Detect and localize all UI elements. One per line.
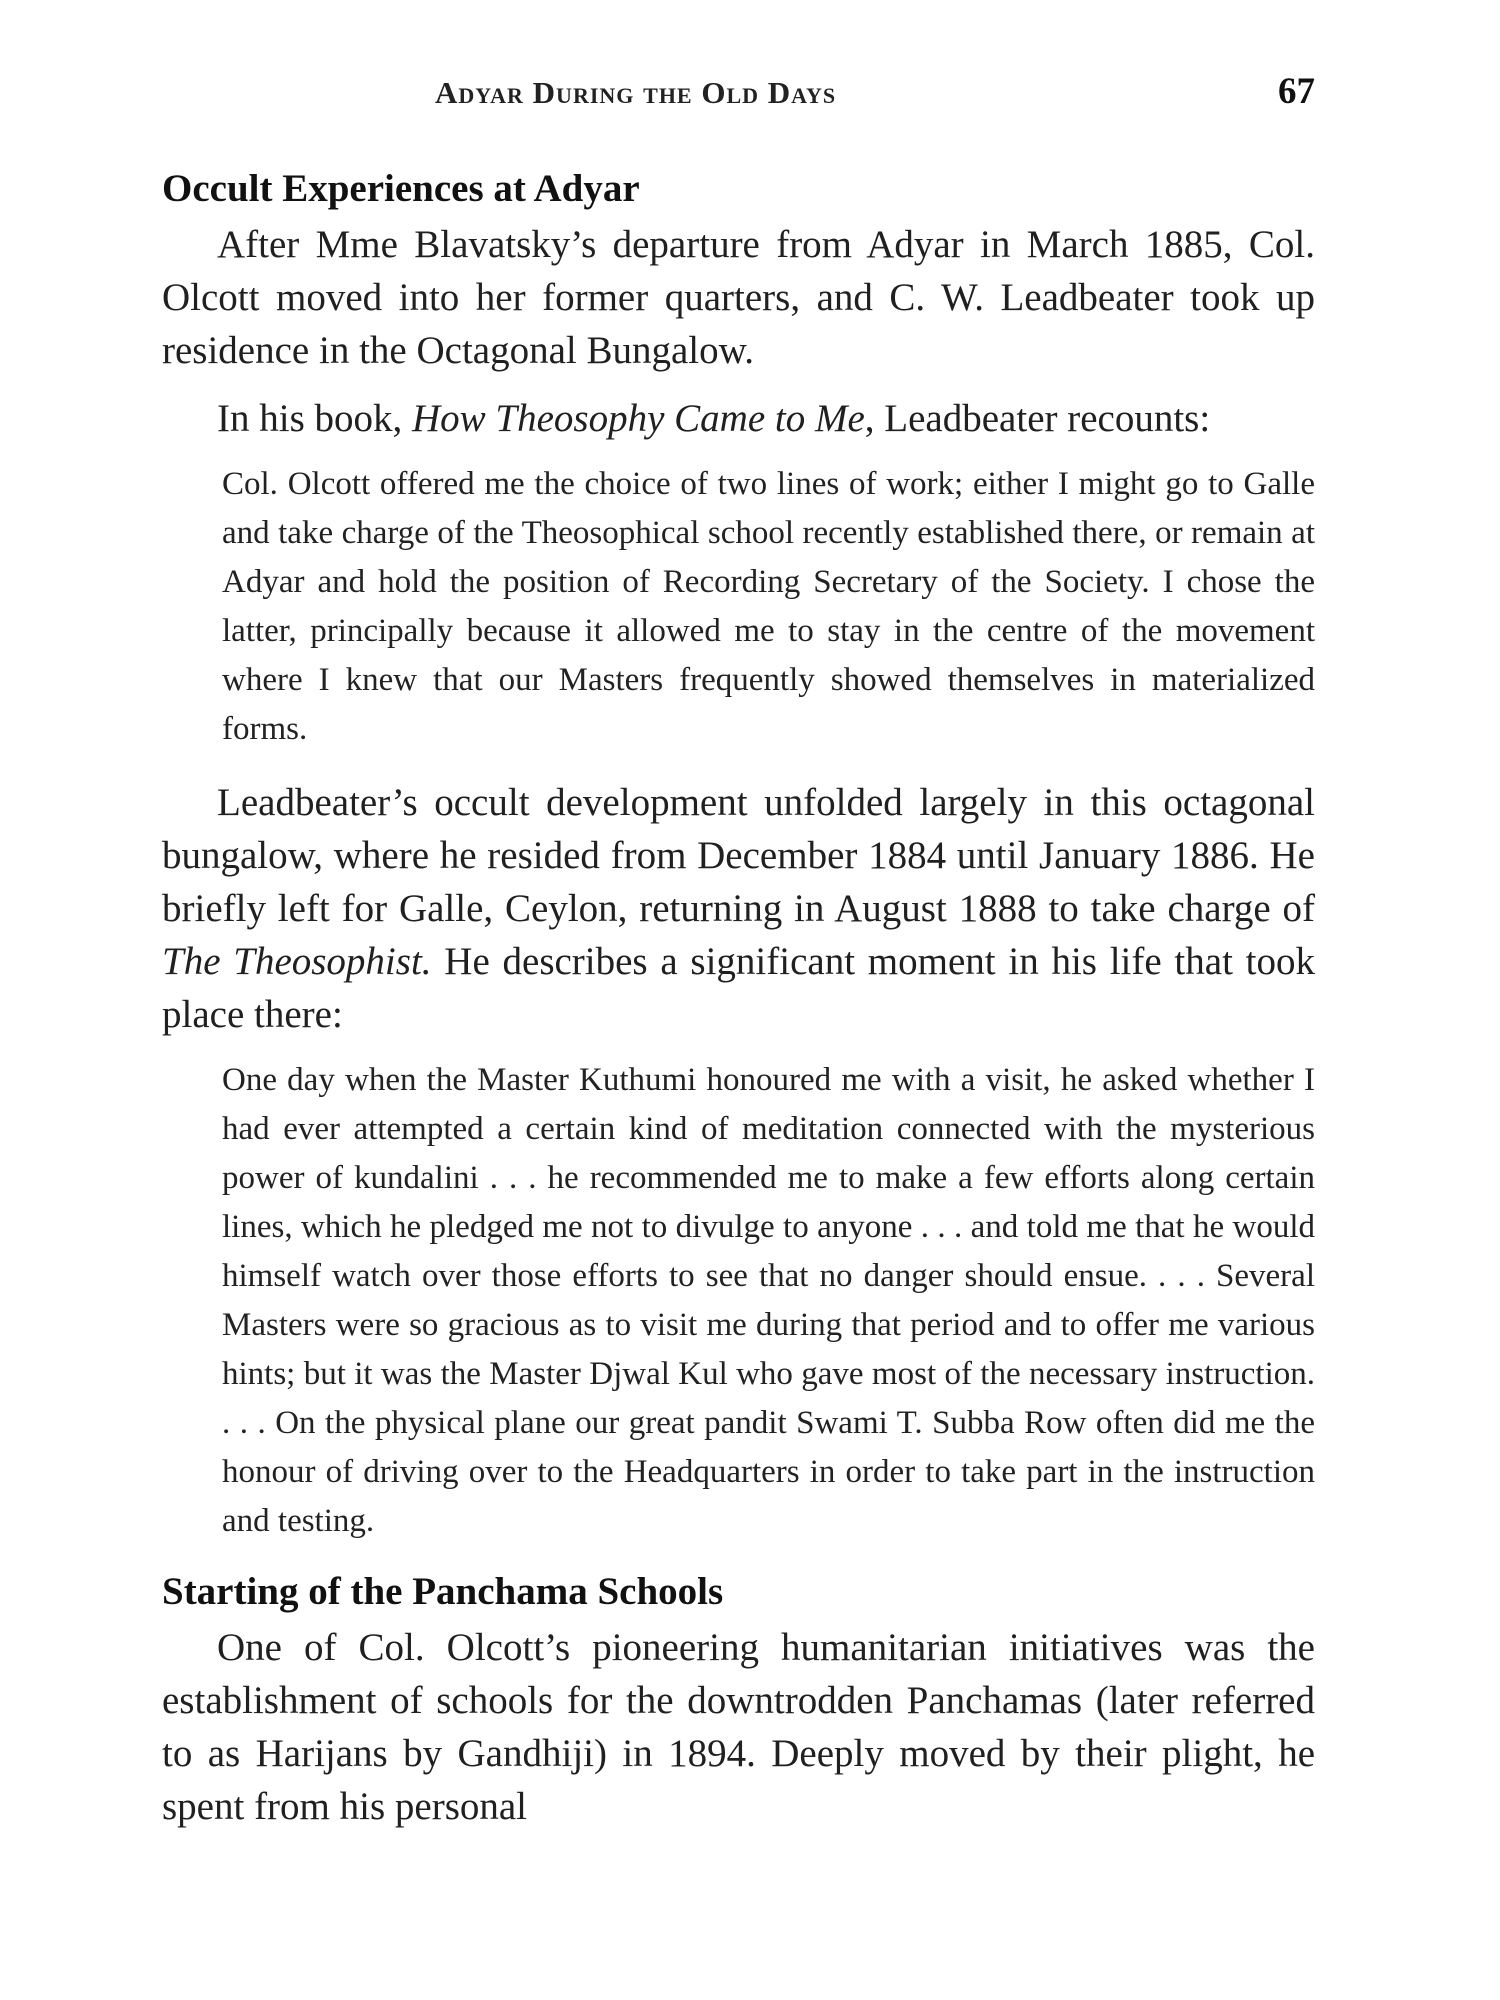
- section-occult-experiences: [162, 165, 1315, 1546]
- body-paragraph: [162, 392, 1315, 445]
- text-run: He describes a significant moment in his life that took place there:: [162, 939, 1315, 1036]
- body-paragraph: [162, 776, 1315, 1041]
- section-heading: Occult Experiences at Adyar: [162, 167, 640, 210]
- section-panchama-schools: [162, 1568, 1315, 1833]
- text-run: , Leadbeater recounts:: [864, 396, 1211, 440]
- journal-title: The Theosophist.: [162, 939, 432, 983]
- running-header: [160, 70, 1315, 115]
- body-paragraph: After Mme Blavatsky’s departure from Adyar in March 1885, Col. Olcott moved into her former quarters, and C. W. Leadbeater took up residence in the Octagonal Bungalow.: [162, 222, 1315, 372]
- page-number: 67: [1278, 71, 1315, 112]
- page-content: [162, 165, 1315, 1848]
- book-title: How Theosophy Came to Me: [412, 396, 865, 440]
- text-run: Leadbeater’s occult development unfolded largely in this octagonal bungalow, where he resided from December 1884 until January 1886. He briefly left for Galle, Ceylon, returning in August 1888 to take charge of: [162, 780, 1315, 930]
- section-heading: Starting of the Panchama Schools: [162, 1569, 724, 1613]
- running-title: Adyar During the Old Days: [435, 75, 837, 110]
- block-quote: Col. Olcott offered me the choice of two lines of work; either I might go to Galle and take charge of the Theosophical school recently established there, or remain at Adyar and hold the position of Recording Secretary of the Society. I chose the latter, principally because it allowed me to stay in the centre of the movement where I knew that our Masters frequently showed themselves in materialized forms.: [222, 465, 1315, 747]
- text-run: In his book,: [217, 396, 412, 440]
- body-paragraph: One of Col. Olcott’s pioneering humanitarian initiatives was the establishment of schools for the downtrodden Panchamas (later referred to as Harijans by Gandhiji) in 1894. Deeply moved by their plight, he spent from his personal: [162, 1625, 1315, 1828]
- block-quote: One day when the Master Kuthumi honoured me with a visit, he asked whether I had ever attempted a certain kind of meditation connected with the mysterious power of kundalini . . . he recommended me to make a few efforts along certain lines, which he pledged me not to divulge to anyone . . . and told me that he would himself watch over those efforts to see that no danger should ensue. . . . Several Masters were so gracious as to visit me during that period and to offer me various hints; but it was the Master Djwal Kul who gave most of the necessary instruction. . . . On the physical plane our great pandit Swami T. Subba Row often did me the honour of driving over to the Headquarters in order to take part in the instruction and testing.: [222, 1061, 1315, 1539]
